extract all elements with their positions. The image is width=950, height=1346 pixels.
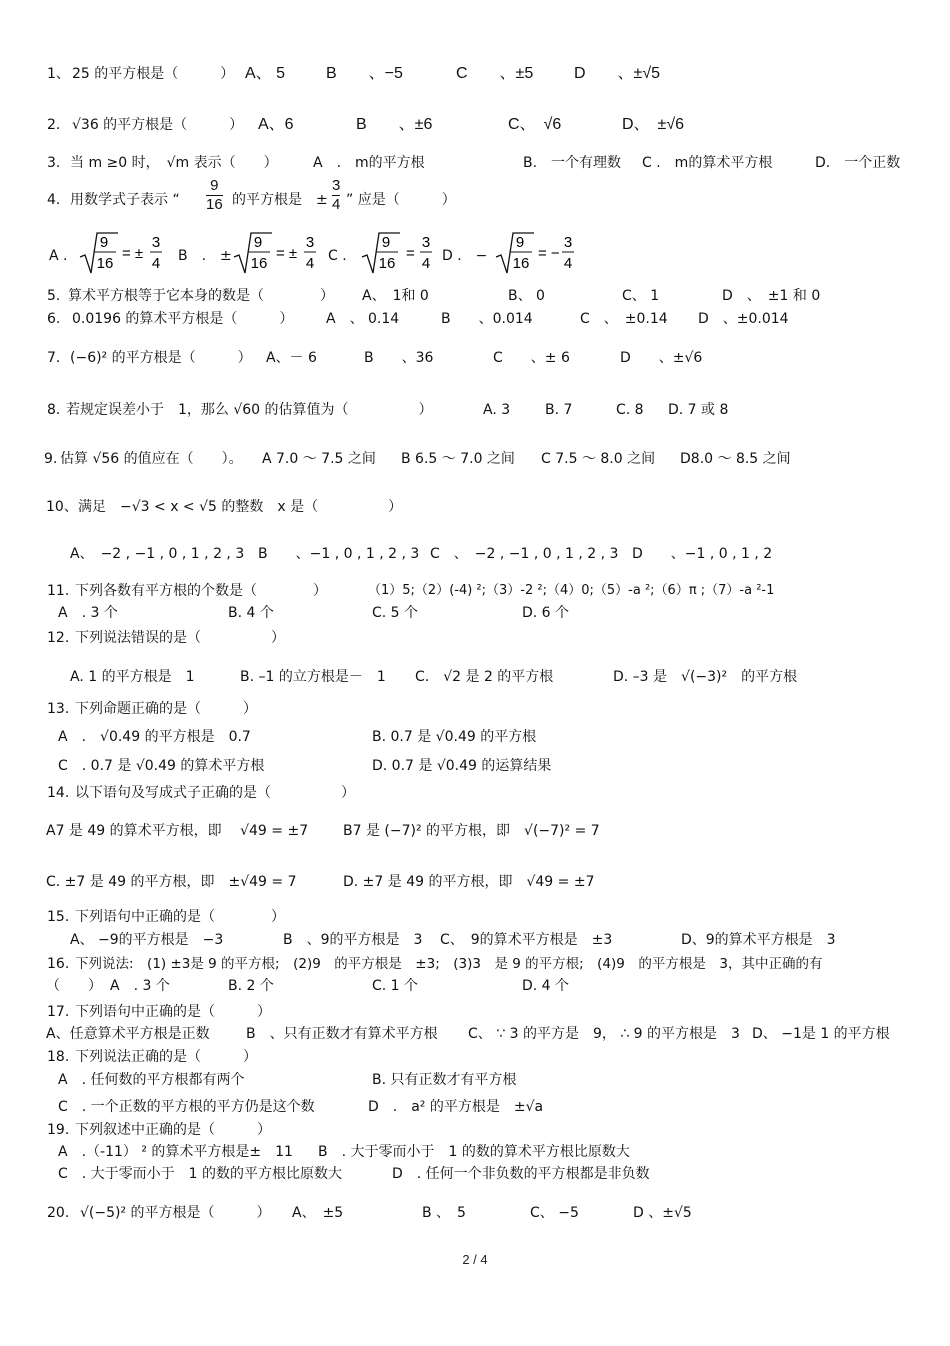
q6-stem: 0.0196 的算术平方根是（ ） (72, 311, 294, 327)
q10-option-a: A、 −2 , −1 , 0 , 1 , 2 , 3 (70, 546, 245, 562)
q16-option-c: C. 1 个 (372, 978, 419, 994)
q4-option-a-expr (78, 231, 166, 277)
q3-option-d: D. 一个正数 (815, 155, 901, 171)
q12-option-c: C. √2 是 2 的平方根 (415, 669, 554, 685)
page-number: 2 / 4 (462, 1252, 488, 1267)
q7-option-d: D 、±√6 (620, 350, 703, 366)
q4-option-b-expr (232, 231, 320, 277)
q11-option-d: D. 6 个 (522, 605, 570, 621)
q6-option-c: C 、 ±0.14 (580, 311, 668, 327)
svg-text:4: 4 (305, 255, 315, 272)
q14-option-b: B7 是 (−7)² 的平方根，即 √(−7)² = 7 (343, 823, 600, 839)
q9-number: 9. (44, 451, 58, 467)
svg-text:16: 16 (250, 255, 268, 272)
question-15 (0, 906, 950, 928)
svg-text:9: 9 (515, 234, 525, 251)
svg-text:= ±: = ± (276, 245, 298, 262)
q15-option-d: D、9的算术平方根是 3 (681, 932, 836, 948)
q12-number: 12. (47, 630, 70, 646)
q12-options (0, 666, 950, 688)
q1-option-c: C 、±5 (456, 65, 534, 82)
q19-number: 19. (47, 1122, 70, 1138)
q11-number: 11. (47, 583, 70, 599)
q15-number: 15. (47, 909, 70, 925)
q15-option-a: A、 −9的平方根是 −3 (70, 932, 224, 948)
q16-option-d: D. 4 个 (522, 978, 570, 994)
question-11 (0, 580, 950, 602)
q17-options (0, 1023, 950, 1045)
question-7 (0, 347, 950, 369)
svg-text:= −: = − (538, 245, 560, 262)
q11-option-a: A . 3 个 (58, 605, 118, 621)
q16-option-b: B. 2 个 (228, 978, 274, 994)
q18-options-row1 (0, 1069, 950, 1091)
question-19 (0, 1119, 950, 1141)
question-4 (0, 177, 950, 213)
q4-number: 4. (47, 192, 61, 208)
q6-option-b: B 、0.014 (441, 311, 533, 327)
svg-text:16: 16 (512, 255, 530, 272)
q7-option-a: A、－ 6 (266, 350, 317, 366)
q2-stem: √36 的平方根是（ ） (72, 117, 244, 133)
q13-option-a: A . √0.49 的平方根是 0.7 (58, 729, 251, 745)
q5-option-a: A、 1和 0 (362, 288, 429, 304)
q12-option-a: A. 1 的平方根是 1 (70, 669, 195, 685)
q19-option-c: C . 大于零而小于 1 的数的平方根比原数大 (58, 1166, 343, 1182)
q20-option-a: A、 ±5 (292, 1205, 344, 1221)
q8-option-c: C. 8 (616, 402, 644, 418)
svg-text:4: 4 (563, 255, 573, 272)
q11-options (0, 602, 950, 624)
q9-option-a: A 7.0 ～ 7.5 之间 (262, 451, 376, 467)
q10-option-b: B 、−1 , 0 , 1 , 2 , 3 (258, 546, 420, 562)
q8-number: 8. (47, 402, 61, 418)
svg-text:16: 16 (96, 255, 114, 272)
q18-number: 18. (47, 1049, 70, 1065)
q11-option-b: B. 4 个 (228, 605, 274, 621)
q4-option-b-label: B . ± (178, 248, 232, 264)
q4-fraction-9-16: 9 16 (206, 177, 223, 213)
q14-stem: 以下语句及写成式子正确的是（ ） (75, 785, 355, 801)
q15-option-b: B 、9的平方根是 3 (283, 932, 423, 948)
q2-number: 2. (47, 117, 61, 133)
q3-option-b: B. 一个有理数 (523, 155, 622, 171)
q2-option-c: C、 √6 (508, 116, 562, 133)
question-20 (0, 1202, 950, 1224)
question-13 (0, 698, 950, 720)
q4-stem-post: ” 应是（ ） (346, 192, 456, 208)
q4-option-d-expr (494, 231, 580, 277)
q15-stem: 下列语句中正确的是（ ） (75, 909, 285, 925)
q4-option-c-expr (360, 231, 440, 277)
q16-stem: 下列说法: (1) ±3是 9 的平方根; (2)9 的平方根是 ±3; (3)3 是 9 的平方根; (4)9 的平方根是 3，其中正确的有 (75, 956, 823, 972)
svg-text:9: 9 (381, 234, 391, 251)
q3-stem: 当 m ≥0 时， √m 表示（ ） (70, 155, 278, 171)
q5-number: 5. (47, 288, 61, 304)
q18-option-d: D . a² 的平方根是 ±√a (368, 1099, 544, 1115)
q9-option-d: D8.0 ～ 8.5 之间 (680, 451, 791, 467)
q4-option-a-label: A . (49, 248, 68, 264)
q17-number: 17. (47, 1004, 70, 1020)
q10-stem: 满足 −√3 < x < √5 的整数 x 是（ ） (78, 499, 403, 515)
q2-option-d: D、 ±√6 (622, 116, 685, 133)
q14-option-a: A7 是 49 的算术平方根，即 √49 = ±7 (46, 823, 309, 839)
q19-option-b: B . 大于零而小于 1 的数的算术平方根比原数大 (318, 1144, 630, 1160)
q17-stem: 下列语句中正确的是（ ） (75, 1004, 271, 1020)
q12-option-d: D. –3 是 √(−3)² 的平方根 (613, 669, 798, 685)
q20-number: 20. (47, 1205, 70, 1221)
q16-paren: （ ） (46, 978, 102, 994)
q3-number: 3. (47, 155, 61, 171)
q19-option-d: D . 任何一个非负数的平方根都是非负数 (392, 1166, 650, 1182)
q14-option-d: D. ±7 是 49 的平方根，即 √49 = ±7 (343, 874, 595, 890)
q8-option-d: D. 7 或 8 (668, 402, 729, 418)
svg-text:4: 4 (151, 255, 161, 272)
q14-options-row1 (0, 820, 950, 842)
q7-option-b: B 、36 (364, 350, 434, 366)
q10-number: 10、 (46, 499, 78, 515)
q18-option-c: C . 一个正数的平方根的平方仍是这个数 (58, 1099, 315, 1115)
q20-stem: √(−5)² 的平方根是（ ） (80, 1205, 271, 1221)
svg-text:4: 4 (421, 255, 431, 272)
q5-option-c: C、 1 (622, 288, 660, 304)
question-5 (0, 285, 950, 307)
q4-stem-pre: 用数学式子表示 “ (70, 192, 180, 208)
svg-text:3: 3 (305, 234, 315, 251)
q1-option-d: D 、±√5 (574, 65, 661, 82)
q13-options-row2 (0, 755, 950, 777)
q9-stem: 估算 √56 的值应在（ ）。 (60, 451, 243, 467)
q1-option-b: B 、−5 (326, 65, 403, 82)
question-18 (0, 1046, 950, 1068)
svg-text:3: 3 (563, 234, 573, 251)
q4-option-c-label: C . (328, 248, 347, 264)
question-17 (0, 1001, 950, 1023)
q7-stem: (−6)² 的平方根是（ ） (70, 350, 252, 366)
question-3 (0, 152, 950, 174)
question-1 (0, 63, 950, 85)
q11-list: （1）5;（2）(-4) ²;（3）-2 ²;（4）0;（5）-a ²;（6）π ;（7）-a ²-1 (368, 583, 775, 598)
q19-options-row2 (0, 1163, 950, 1185)
q2-option-a: A、6 (258, 116, 294, 133)
svg-text:3: 3 (151, 234, 161, 251)
q19-option-a: A .（-11） ² 的算术平方根是± 11 (58, 1144, 293, 1160)
q13-option-d: D. 0.7 是 √0.49 的运算结果 (372, 758, 552, 774)
q4-option-d-label: D . − (442, 248, 488, 264)
q18-option-a: A . 任何数的平方根都有两个 (58, 1072, 245, 1088)
q10-options (0, 543, 950, 565)
q1-stem: 25 的平方根是（ ） (72, 66, 235, 82)
svg-text:3: 3 (421, 234, 431, 251)
q17-option-d: D、 −1是 1 的平方根 (752, 1026, 890, 1042)
q2-option-b: B 、±6 (356, 116, 433, 133)
q6-option-d: D 、±0.014 (698, 311, 789, 327)
q3-option-a: A . m的平方根 (313, 155, 425, 171)
q20-option-b: B 、 5 (422, 1205, 466, 1221)
svg-text:=: = (406, 245, 415, 262)
q16-option-a: A . 3 个 (110, 978, 170, 994)
q19-options-row1 (0, 1141, 950, 1163)
q5-option-b: B、 0 (508, 288, 545, 304)
q4-fraction-3-4: 3 4 (332, 177, 341, 213)
q6-number: 6. (47, 311, 61, 327)
q12-option-b: B. –1 的立方根是－ 1 (240, 669, 386, 685)
question-14 (0, 782, 950, 804)
q8-option-b: B. 7 (545, 402, 573, 418)
question-9 (0, 448, 950, 470)
q18-option-b: B. 只有正数才有平方根 (372, 1072, 517, 1088)
q14-option-c: C. ±7 是 49 的平方根，即 ±√49 = 7 (46, 874, 297, 890)
q6-option-a: A 、 0.14 (326, 311, 400, 327)
q1-option-a: A、 5 (245, 65, 286, 82)
q5-stem: 算术平方根等于它本身的数是（ ） (68, 288, 334, 304)
q8-stem: 若规定误差小于 1，那么 √60 的估算值为（ ） (66, 402, 433, 418)
svg-text:9: 9 (99, 234, 109, 251)
q13-option-b: B. 0.7 是 √0.49 的平方根 (372, 729, 537, 745)
q13-option-c: C . 0.7 是 √0.49 的算术平方根 (58, 758, 265, 774)
question-16 (0, 953, 950, 975)
q18-options-row2 (0, 1096, 950, 1118)
q14-options-row2 (0, 871, 950, 893)
q15-option-c: C、 9的算术平方根是 ±3 (440, 932, 613, 948)
q3-option-c: C . m的算术平方根 (642, 155, 773, 171)
q7-number: 7. (47, 350, 61, 366)
q13-number: 13. (47, 701, 70, 717)
q5-option-d: D 、 ±1 和 0 (722, 288, 821, 304)
q4-options (0, 234, 950, 272)
q18-stem: 下列说法正确的是（ ） (75, 1049, 257, 1065)
q9-option-b: B 6.5 ～ 7.0 之间 (401, 451, 515, 467)
q12-stem: 下列说法错误的是（ ） (75, 630, 285, 646)
q14-number: 14. (47, 785, 70, 801)
q20-option-c: C、 −5 (530, 1205, 579, 1221)
svg-text:9: 9 (253, 234, 263, 251)
q17-option-b: B 、只有正数才有算术平方根 (246, 1026, 438, 1042)
q4-stem-mid: 的平方根是 ± (232, 192, 328, 208)
q20-option-d: D 、±√5 (633, 1205, 692, 1221)
q7-option-c: C 、± 6 (493, 350, 570, 366)
q16-options (0, 975, 950, 997)
q9-option-c: C 7.5 ～ 8.0 之间 (541, 451, 656, 467)
q1-number: 1、 (47, 66, 70, 82)
q17-option-a: A、任意算术平方根是正数 (46, 1026, 210, 1042)
q13-options-row1 (0, 726, 950, 748)
question-2 (0, 114, 950, 136)
q16-number: 16. (47, 956, 70, 972)
q10-option-c: C 、 −2 , −1 , 0 , 1 , 2 , 3 (430, 546, 619, 562)
question-8 (0, 399, 950, 421)
q15-options (0, 929, 950, 951)
q19-stem: 下列叙述中正确的是（ ） (75, 1122, 271, 1138)
q8-option-a: A. 3 (483, 402, 511, 418)
question-6 (0, 308, 950, 330)
q17-option-c: C、 ∵ 3 的平方是 9， ∴ 9 的平方根是 3 (468, 1026, 740, 1042)
svg-text:16: 16 (378, 255, 396, 272)
q10-option-d: D 、−1 , 0 , 1 , 2 (632, 546, 773, 562)
svg-text:= ±: = ± (122, 245, 144, 262)
q11-stem: 下列各数有平方根的个数是（ ） (75, 583, 327, 599)
q11-option-c: C. 5 个 (372, 605, 419, 621)
q13-stem: 下列命题正确的是（ ） (75, 701, 257, 717)
question-10 (0, 496, 950, 518)
question-12 (0, 627, 950, 649)
